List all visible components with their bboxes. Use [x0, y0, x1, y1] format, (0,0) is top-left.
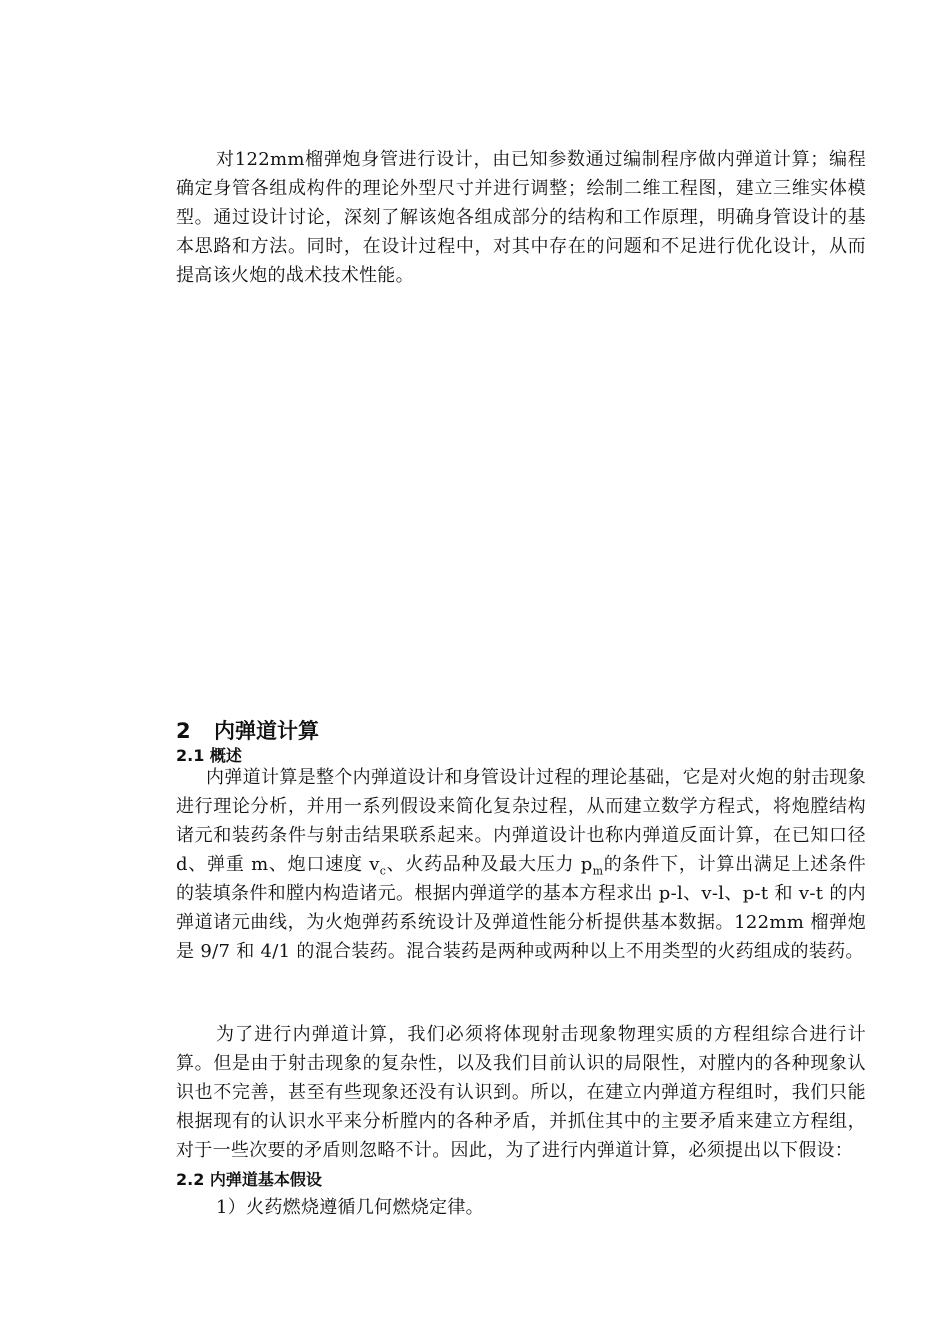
subsection-heading-overview: 2.1 概述 — [176, 746, 242, 765]
overview-paragraph — [176, 763, 866, 966]
subsection-heading-assumptions: 2.2 内弹道基本假设 — [176, 1170, 322, 1189]
overview-text-part2: 、火药品种及最大压力 p — [386, 854, 593, 875]
velocity-subscript: c — [379, 864, 387, 878]
overview-text-part1: 内弹道计算是整个内弹道设计和身管设计过程的理论基础，它是对火炮的射击现象进行理论分析，并用一系列假设来简化复杂过程，从而建立数学方程式，将炮膛结构诸元和装药条件与射击结果联系起来。内弹道设计也称内弹道反面计算，在已知口径 d、弹重 m、炮口速度 v — [176, 767, 866, 875]
assumption-item: 1）火药燃烧遵循几何燃烧定律。 — [216, 1197, 484, 1218]
section-title: 内弹道计算 — [214, 719, 319, 743]
section-heading — [176, 716, 319, 746]
pressure-subscript: m — [592, 864, 604, 878]
assumption-intro-paragraph: 为了进行内弹道计算，我们必须将体现射击现象物理实质的方程组综合进行计算。但是由于射击现象的复杂性，以及我们目前认识的局限性，对膛内的各种现象认识也不完善，甚至有些现象还没有认识到。所以，在建立内弹道方程组时，我们只能根据现有的认识水平来分析膛内的各种矛盾，并抓住其中的主要矛盾来建立方程组，对于一些次要的矛盾则忽略不计。因此，为了进行内弹道计算，必须提出以下假设： — [176, 1024, 866, 1161]
abstract-paragraph: 对122mm榴弹炮身管进行设计，由已知参数通过编制程序做内弹道计算；编程确定身管各组成构件的理论外型尺寸并进行调整；绘制二维工程图，建立三维实体模型。通过设计讨论，深刻了解该炮各组成部分的结构和工作原理，明确身管设计的基本思路和方法。同时，在设计过程中，对其中存在的问题和不足进行优化设计，从而提高该火炮的战术技术性能。 — [176, 149, 866, 286]
section-number: 2 — [176, 719, 191, 743]
overview-text-part3: 的条件下，计算出满足上述条件的装填条件和膛内构造诸元。根据内弹道学的基本方程求出 p-l、v-l、p-t 和 v-t 的内弹道诸元曲线，为火炮弹药系统设计及弹道性能分析提供基本数据。122mm 榴弹炮是 9/7 和 4/1 的混合装药。混合装药是两种或两种以上不用类型的火药组成的装药。 — [176, 854, 867, 962]
